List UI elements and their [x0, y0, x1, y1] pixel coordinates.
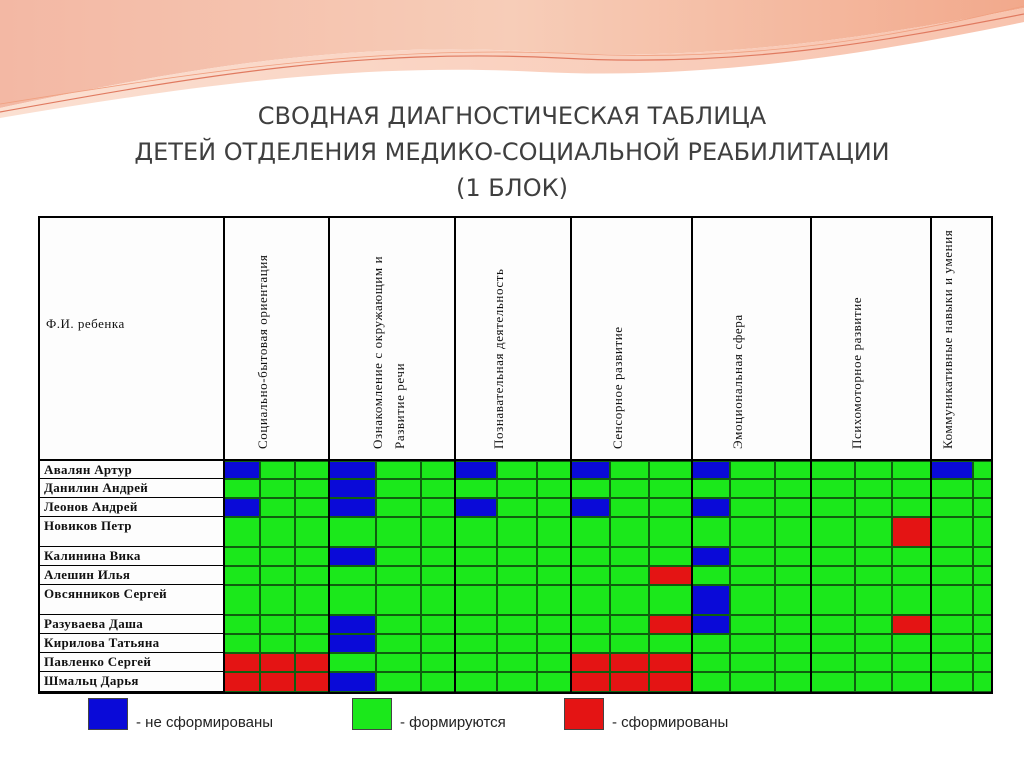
score-cell [692, 672, 730, 692]
score-cell [892, 498, 931, 517]
row-border [38, 584, 224, 585]
score-cell [775, 634, 811, 653]
score-cell [295, 479, 329, 498]
child-name: Павленко Сергей [44, 654, 152, 669]
score-cell [811, 585, 855, 615]
score-cell [455, 634, 497, 653]
group-border [454, 216, 456, 694]
row-border [38, 546, 224, 547]
row-border [38, 565, 224, 566]
score-cell [571, 479, 610, 498]
score-cell [571, 461, 610, 479]
score-cell [892, 672, 931, 692]
score-cell [649, 634, 692, 653]
score-cell [376, 585, 421, 615]
score-cell [497, 547, 537, 566]
score-cell [295, 672, 329, 692]
score-cell [455, 479, 497, 498]
title-line-3: (1 БЛОК) [455, 174, 569, 202]
score-cell [421, 498, 455, 517]
score-cell [973, 585, 992, 615]
row-border [38, 478, 224, 479]
score-cell [455, 547, 497, 566]
score-cell [931, 653, 973, 672]
score-cell [329, 547, 376, 566]
score-cell [571, 517, 610, 547]
score-cell [730, 653, 775, 672]
score-cell [649, 615, 692, 634]
category-header: Ознакомление с окружающим и Развитие речи [370, 255, 407, 449]
score-cell [260, 547, 295, 566]
score-cell [421, 634, 455, 653]
score-cell [973, 498, 992, 517]
title-line-2: ДЕТЕЙ ОТДЕЛЕНИЯ МЕДИКО-СОЦИАЛЬНОЙ РЕАБИЛИТАЦИИ [134, 138, 890, 166]
score-cell [931, 615, 973, 634]
score-cell [855, 498, 892, 517]
score-cell [610, 461, 649, 479]
row-border [38, 614, 224, 615]
score-cell [571, 585, 610, 615]
legend-label-forming: - формируются [400, 714, 506, 731]
score-cell [730, 517, 775, 547]
child-name: Овсянников Сергей [44, 586, 167, 601]
score-cell [571, 672, 610, 692]
score-cell [537, 672, 571, 692]
score-cell [295, 615, 329, 634]
score-cell [855, 615, 892, 634]
score-cell [775, 461, 811, 479]
score-cell [421, 585, 455, 615]
score-cell [892, 479, 931, 498]
score-cell [537, 566, 571, 585]
score-cell [692, 461, 730, 479]
name-column-header: Ф.И. ребенка [46, 316, 125, 331]
score-cell [376, 653, 421, 672]
score-cell [610, 547, 649, 566]
score-cell [224, 585, 260, 615]
score-cell [931, 585, 973, 615]
score-cell [329, 585, 376, 615]
score-cell [224, 672, 260, 692]
score-cell [775, 672, 811, 692]
score-cell [610, 634, 649, 653]
score-cell [537, 461, 571, 479]
score-cell [973, 461, 992, 479]
score-cell [329, 615, 376, 634]
score-cell [537, 634, 571, 653]
score-cell [892, 615, 931, 634]
score-cell [855, 585, 892, 615]
score-cell [497, 634, 537, 653]
row-border [38, 497, 224, 498]
row-border [38, 652, 224, 653]
score-cell [892, 547, 931, 566]
score-cell [692, 479, 730, 498]
score-cell [855, 672, 892, 692]
score-cell [376, 615, 421, 634]
score-cell [649, 672, 692, 692]
score-cell [421, 517, 455, 547]
score-cell [730, 615, 775, 634]
score-cell [376, 479, 421, 498]
score-cell [692, 585, 730, 615]
score-cell [811, 498, 855, 517]
score-cell [376, 634, 421, 653]
score-cell [811, 479, 855, 498]
score-cell [730, 585, 775, 615]
score-cell [610, 566, 649, 585]
score-cell [376, 566, 421, 585]
child-name: Калинина Вика [44, 548, 141, 563]
score-cell [224, 479, 260, 498]
category-header: Сенсорное развитие [609, 326, 625, 449]
table-top-border [38, 216, 992, 218]
score-cell [855, 566, 892, 585]
score-cell [329, 498, 376, 517]
score-cell [295, 547, 329, 566]
score-cell [260, 566, 295, 585]
score-cell [455, 566, 497, 585]
score-cell [892, 634, 931, 653]
score-cell [855, 634, 892, 653]
diagnostic-table [38, 216, 996, 694]
score-cell [775, 479, 811, 498]
score-cell [931, 461, 973, 479]
score-cell [775, 498, 811, 517]
score-cell [421, 653, 455, 672]
score-cell [610, 585, 649, 615]
score-cell [692, 634, 730, 653]
score-cell [571, 566, 610, 585]
score-cell [260, 517, 295, 547]
score-cell [649, 498, 692, 517]
score-cell [455, 498, 497, 517]
score-cell [730, 547, 775, 566]
score-cell [931, 566, 973, 585]
score-cell [455, 615, 497, 634]
score-cell [730, 634, 775, 653]
score-cell [775, 585, 811, 615]
score-cell [692, 615, 730, 634]
score-cell [811, 615, 855, 634]
score-cell [455, 672, 497, 692]
score-cell [295, 585, 329, 615]
score-cell [973, 547, 992, 566]
score-cell [571, 634, 610, 653]
score-cell [973, 479, 992, 498]
score-cell [892, 517, 931, 547]
score-cell [931, 479, 973, 498]
score-cell [224, 634, 260, 653]
score-cell [973, 672, 992, 692]
score-cell [892, 566, 931, 585]
score-cell [295, 634, 329, 653]
score-cell [973, 615, 992, 634]
score-cell [260, 653, 295, 672]
score-cell [811, 547, 855, 566]
score-cell [692, 547, 730, 566]
score-cell [973, 653, 992, 672]
score-cell [376, 517, 421, 547]
score-cell [421, 479, 455, 498]
score-cell [775, 566, 811, 585]
score-cell [692, 517, 730, 547]
name-column-border [223, 216, 225, 694]
score-cell [455, 653, 497, 672]
score-cell [811, 566, 855, 585]
score-cell [931, 517, 973, 547]
row-border [38, 516, 224, 517]
child-name: Данилин Андрей [44, 480, 149, 495]
score-cell [497, 566, 537, 585]
child-name: Шмальц Дарья [44, 673, 139, 688]
score-cell [537, 585, 571, 615]
score-cell [537, 547, 571, 566]
score-cell [376, 672, 421, 692]
score-cell [892, 461, 931, 479]
child-name: Разуваева Даша [44, 616, 144, 631]
score-cell [649, 547, 692, 566]
score-cell [775, 517, 811, 547]
score-cell [260, 615, 295, 634]
score-cell [421, 615, 455, 634]
score-cell [295, 517, 329, 547]
score-cell [730, 461, 775, 479]
score-cell [260, 672, 295, 692]
legend-swatch-blue [88, 698, 128, 730]
score-cell [421, 672, 455, 692]
score-cell [421, 461, 455, 479]
score-cell [571, 498, 610, 517]
legend-swatch-green [352, 698, 392, 730]
score-cell [224, 615, 260, 634]
row-border [38, 633, 224, 634]
score-cell [610, 479, 649, 498]
score-cell [376, 547, 421, 566]
score-cell [649, 585, 692, 615]
score-cell [497, 479, 537, 498]
group-border [570, 216, 572, 694]
score-cell [811, 653, 855, 672]
legend-label-not-formed: - не сформированы [136, 714, 274, 731]
score-cell [610, 498, 649, 517]
score-cell [811, 672, 855, 692]
group-border [991, 216, 993, 694]
score-cell [224, 653, 260, 672]
score-cell [497, 517, 537, 547]
score-cell [421, 547, 455, 566]
score-cell [973, 634, 992, 653]
slide-title [0, 98, 1024, 206]
score-cell [260, 479, 295, 498]
group-border [691, 216, 693, 694]
score-cell [931, 498, 973, 517]
score-cell [260, 585, 295, 615]
score-cell [692, 498, 730, 517]
score-cell [329, 672, 376, 692]
score-cell [730, 672, 775, 692]
score-cell [455, 461, 497, 479]
score-cell [973, 566, 992, 585]
score-cell [497, 672, 537, 692]
score-cell [497, 585, 537, 615]
score-cell [537, 653, 571, 672]
score-cell [692, 653, 730, 672]
group-border [930, 216, 932, 694]
score-cell [855, 461, 892, 479]
score-cell [811, 634, 855, 653]
score-cell [537, 498, 571, 517]
legend-swatch-red [564, 698, 604, 730]
score-cell [730, 479, 775, 498]
score-cell [329, 653, 376, 672]
score-cell [224, 498, 260, 517]
score-cell [329, 634, 376, 653]
score-cell [892, 653, 931, 672]
score-cell [376, 461, 421, 479]
child-name: Кирилова Татьяна [44, 635, 160, 650]
score-cell [892, 585, 931, 615]
category-header: Познавательная деятельность [491, 268, 506, 449]
legend-label-formed: - сформированы [612, 714, 729, 731]
score-cell [376, 498, 421, 517]
table-bottom-border [38, 692, 992, 694]
category-header: Эмоциональная сфера [729, 314, 745, 449]
score-cell [537, 479, 571, 498]
score-cell [329, 461, 376, 479]
score-cell [649, 479, 692, 498]
score-cell [855, 517, 892, 547]
score-cell [730, 498, 775, 517]
group-border [328, 216, 330, 694]
score-cell [649, 566, 692, 585]
score-cell [421, 566, 455, 585]
table-left-border [38, 216, 40, 694]
category-header: Социально-бытовая ориентация [254, 254, 270, 449]
score-cell [649, 461, 692, 479]
score-cell [497, 498, 537, 517]
score-cell [973, 517, 992, 547]
score-cell [775, 615, 811, 634]
score-cell [571, 547, 610, 566]
score-cell [329, 479, 376, 498]
score-cell [224, 517, 260, 547]
score-cell [295, 498, 329, 517]
score-cell [260, 634, 295, 653]
score-cell [224, 547, 260, 566]
child-name: Новиков Петр [44, 518, 132, 533]
score-cell [260, 461, 295, 479]
score-cell [329, 517, 376, 547]
score-cell [855, 479, 892, 498]
score-cell [855, 653, 892, 672]
score-cell [811, 461, 855, 479]
score-cell [931, 672, 973, 692]
score-cell [649, 517, 692, 547]
score-cell [537, 615, 571, 634]
score-cell [497, 615, 537, 634]
score-cell [610, 517, 649, 547]
score-cell [855, 547, 892, 566]
row-border [38, 691, 224, 692]
score-cell [537, 517, 571, 547]
score-cell [571, 615, 610, 634]
score-cell [730, 566, 775, 585]
score-cell [455, 517, 497, 547]
score-cell [295, 566, 329, 585]
score-cell [610, 653, 649, 672]
legend [88, 698, 808, 738]
group-border [810, 216, 812, 694]
score-cell [497, 653, 537, 672]
score-cell [295, 461, 329, 479]
score-cell [811, 517, 855, 547]
score-cell [610, 615, 649, 634]
score-cell [260, 498, 295, 517]
category-header: Коммуникативные навыки и умения [939, 229, 955, 449]
score-cell [497, 461, 537, 479]
score-cell [571, 653, 610, 672]
category-header: Психомоторное развитие [849, 296, 864, 449]
child-name: Авалян Артур [44, 462, 133, 477]
score-cell [224, 566, 260, 585]
row-border [38, 671, 224, 672]
score-cell [610, 672, 649, 692]
score-cell [931, 547, 973, 566]
score-cell [295, 653, 329, 672]
child-name: Алешин Илья [44, 567, 131, 582]
score-cell [775, 547, 811, 566]
score-cell [224, 461, 260, 479]
header-bottom-border [38, 459, 992, 461]
score-cell [775, 653, 811, 672]
score-cell [931, 634, 973, 653]
score-cell [455, 585, 497, 615]
score-cell [649, 653, 692, 672]
score-cell [692, 566, 730, 585]
title-line-1: СВОДНАЯ ДИАГНОСТИЧЕСКАЯ ТАБЛИЦА [257, 102, 767, 130]
score-cell [329, 566, 376, 585]
child-name: Леонов Андрей [44, 499, 138, 514]
